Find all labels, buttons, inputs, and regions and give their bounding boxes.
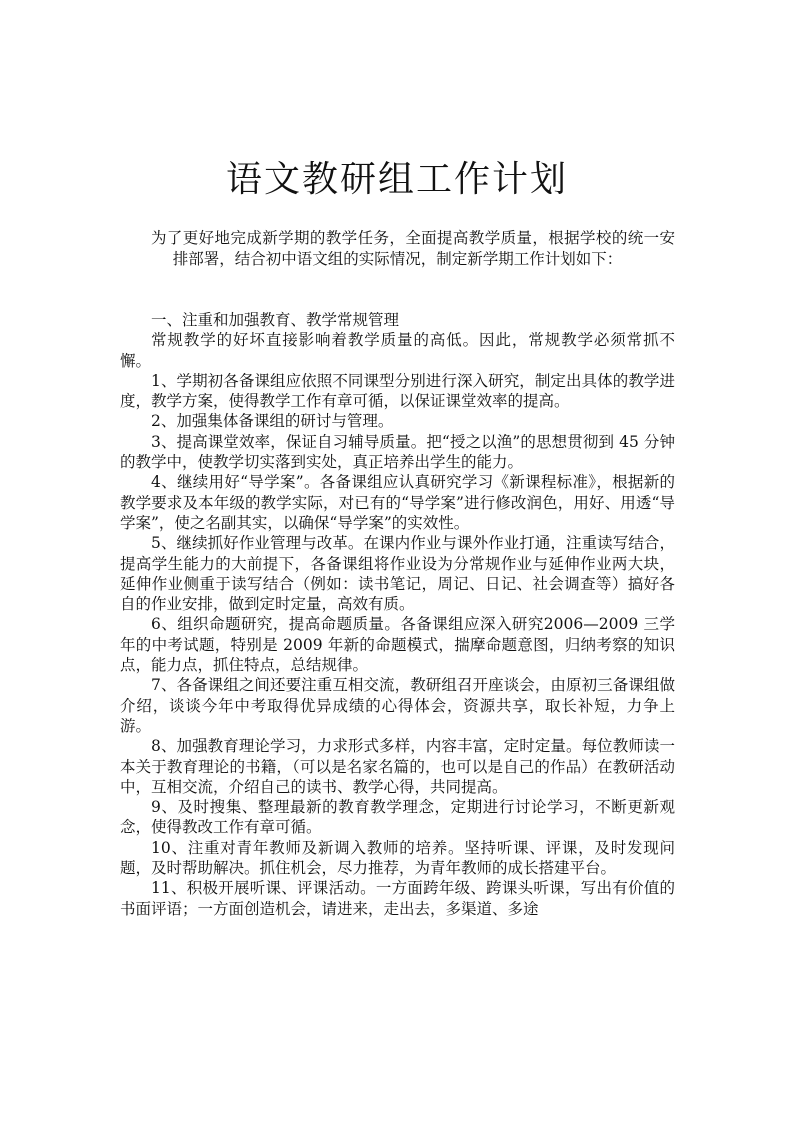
- list-item-8: 8、加强教育理论学习，力求形式多样，内容丰富，定时定量。每位教师读一本关于教育理论的书籍，（可以是名家名篇的，也可以是自己的作品）在教研活动中，互相交流，介绍自己的读书、教学心得，共同提高。: [120, 737, 675, 796]
- list-item-3: 3、提高课堂效率，保证自习辅导质量。把“授之以渔”的思想贯彻到 45 分钟的教学中，使教学切实落到实处，真正培养出学生的能力。: [120, 432, 675, 472]
- list-item-7: 7、各备课组之间还要注重互相交流，教研组召开座谈会，由原初三备课组做介绍，谈谈今年中考取得优异成绩的心得体会，资源共享，取长补短，力争上游。: [120, 676, 675, 735]
- body-paragraph: 常规教学的好坏直接影响着教学质量的高低。因此，常规教学必须常抓不懈。: [120, 331, 675, 370]
- list-item-10: 10、注重对青年教师及新调入教师的培养。坚持听课、评课，及时发现问题，及时帮助解决。抓住机会，尽力推荐，为青年教师的成长搭建平台。: [120, 838, 675, 878]
- list-item-9: 9、及时搜集、整理最新的教育教学理念，定期进行讨论学习，不断更新观念，使得教改工作有章可循。: [120, 798, 675, 837]
- list-item-6: 6、组织命题研究，提高命题质量。各备课组应深入研究2006—2009 三学年的中考试题，特别是 2009 年新的命题模式，揣摩命题意图，归纳考察的知识点，能力点，抓住特点，总结规律。: [120, 615, 675, 675]
- list-item-4: 4、继续用好“导学案”。各备课组应认真研究学习《新课程标准》，根据新的教学要求及本年级的教学实际，对已有的“导学案”进行修改润色，用好、用透“导学案”，使之名副其实，以确保“导学案”的实效性。: [120, 473, 675, 532]
- section-heading-1: 一、注重和加强教育、教学常规管理: [151, 311, 400, 329]
- intro-paragraph: 为了更好地完成新学期的教学任务，全面提高教学质量，根据学校的统一安排部署，结合初中语文组的实际情况，制定新学期工作计划如下：: [151, 229, 675, 268]
- list-item-11: 11、积极开展听课、评课活动。一方面跨年级、跨课头听课，写出有价值的书面评语；一方面创造机会，请进来，走出去，多渠道、多途: [120, 879, 675, 918]
- list-item-5: 5、继续抓好作业管理与改革。在课内作业与课外作业打通，注重读写结合，提高学生能力的大前提下，各备课组将作业设为分常规作业与延伸作业两大块，延伸作业侧重于读写结合（例如：读书笔记，周记、日记、社会调查等）搞好各自的作业安排，做到定时定量，高效有质。: [120, 534, 675, 614]
- list-item-2: 2、加强集体备课组的研讨与管理。: [151, 412, 394, 431]
- document-title: 语文教研组工作计划: [225, 159, 568, 200]
- list-item-1: 1、学期初各备课组应依照不同课型分别进行深入研究，制定出具体的教学进度，教学方案，使得教学工作有章可循，以保证课堂效率的提高。: [120, 371, 675, 411]
- document-body: [120, 310, 675, 919]
